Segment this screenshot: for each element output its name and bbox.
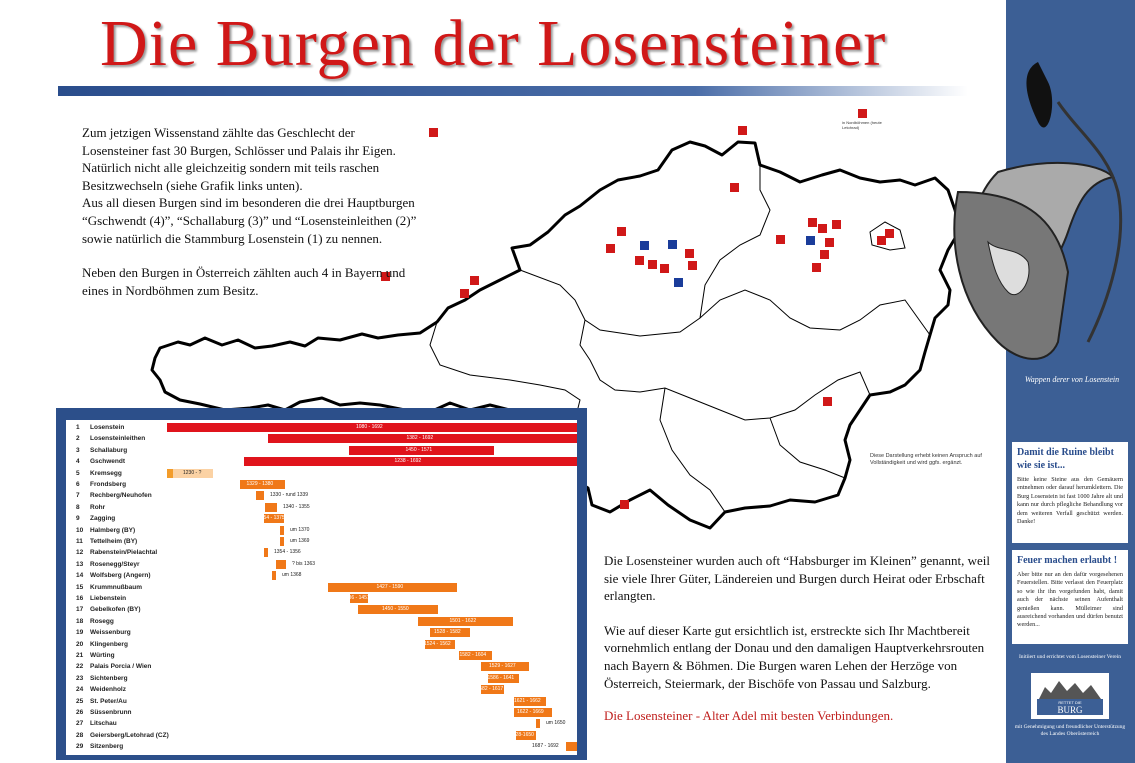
timeline-chart-area [66, 420, 577, 755]
castle-marker [617, 227, 626, 236]
timeline-bar-label: 1524 - 1562 [424, 640, 451, 647]
timeline-bar-label: 1450 - 1550 [382, 606, 409, 613]
timeline-row [66, 707, 577, 718]
timeline-row-number: 12 [76, 549, 84, 557]
timeline-row-number: 17 [76, 606, 84, 614]
crest-caption: Wappen derer von Losenstein [1024, 375, 1120, 384]
timeline-row-number: 22 [76, 663, 84, 671]
castle-marker [648, 260, 657, 269]
timeline-bar [536, 719, 540, 728]
timeline-bar-label: 1450 - 1571 [405, 446, 433, 453]
map-note-bohemia: in Nordböhmen (heute Letohrad) [842, 120, 882, 130]
timeline-row-name: Schallaburg [90, 446, 128, 454]
timeline-bar [566, 742, 577, 751]
castle-marker [620, 500, 629, 509]
body-paragraph-1: Die Losensteiner wurden auch oft “Habsburger im Kleinen” genannt, weil sie viele Ihrer Güter, Ländereien und Burgen durch Heirat oder Erbschaft erlangten. [604, 553, 991, 604]
timeline-row [66, 536, 577, 547]
timeline-row [66, 673, 577, 684]
infobox-fire [1012, 550, 1128, 644]
timeline-row-name: Rechberg/Neuhofen [90, 492, 152, 500]
timeline-row-name: Tettelheim (BY) [90, 538, 138, 545]
timeline-row-name: Geiersberg/Letohrad (CZ) [90, 731, 169, 739]
infobox-ruin-text: Bitte keine Steine aus den Gemäuern entnehmen oder darauf herumklettern. Die Burg Losenstein ist fast 1000 Jahre alt und kann nur durch pflegliche Behandlung vor dem weiteren Verfall geschützt werden. Danke! [1017, 476, 1123, 526]
timeline-row-number: 18 [76, 617, 84, 625]
timeline-row-name: Wolfsberg (Angern) [90, 572, 151, 580]
castle-marker [832, 220, 841, 229]
timeline-row-name: Würting [90, 652, 115, 659]
castle-marker [606, 244, 615, 253]
timeline-bar [256, 491, 264, 500]
timeline-row-name: Litschau [90, 720, 117, 728]
timeline-row-name: Sitzenberg [90, 743, 124, 751]
timeline-bar-label: 1436 - 1457 [343, 595, 370, 601]
timeline-row [66, 639, 577, 650]
timeline-row [66, 479, 577, 490]
timeline-row-name: Rosegg [90, 617, 114, 625]
logo-subtext: RETTET DIE [1058, 700, 1082, 705]
timeline-bar-label: um 1650 [546, 720, 566, 727]
timeline-bar-label: 1621 - 1662 [514, 697, 541, 704]
timeline-row-name: Halmberg (BY) [90, 526, 136, 534]
timeline-row-number: 19 [76, 629, 84, 637]
map-disclaimer: Diese Darstellung erhebt keinen Anspruch auf Vollständigkeit und wird ggfs. ergänzt. [870, 453, 982, 466]
timeline-row [66, 502, 577, 513]
main-castle-marker-4 [640, 241, 649, 250]
timeline-bar-label: um 1368 [282, 572, 302, 579]
timeline-bar-label: ? bis 1363 [292, 560, 316, 567]
timeline-row-name: Klingenberg [90, 640, 128, 648]
timeline-bar [264, 548, 268, 557]
timeline-row [66, 445, 577, 456]
timeline-bar-label: 1582 - 1604 [459, 652, 487, 658]
timeline-bar-label: 1340 - 1355 [283, 503, 310, 510]
timeline-bar-label: 1427 - 1590 [376, 583, 404, 590]
timeline-row-number: 5 [76, 469, 80, 477]
castle-marker [812, 263, 821, 272]
rettet-die-burg-logo [1031, 673, 1109, 719]
timeline-row [66, 559, 577, 570]
logo-text: BURG [1057, 705, 1083, 715]
castle-marker [730, 183, 739, 192]
timeline-row-name: Sichtenberg [90, 674, 128, 682]
castle-marker [808, 218, 817, 227]
timeline-bar [167, 469, 173, 478]
timeline-row-name: Rohr [90, 503, 106, 511]
castle-marker [685, 249, 694, 258]
timeline-row [66, 525, 577, 536]
infobox-fire-title: Feuer machen erlaubt ! [1017, 555, 1118, 566]
timeline-row-name: Losensteinleithen [90, 435, 146, 443]
timeline-bar-label: 1238 - 1692 [394, 458, 422, 465]
timeline-bar-label: 1382 - 1692 [406, 435, 434, 442]
timeline-row [66, 570, 577, 581]
timeline-row [66, 661, 577, 672]
timeline-bar [272, 571, 276, 580]
infobox-ruin-title: Damit die Ruine bleibt wie sie ist... [1017, 447, 1114, 471]
timeline-bar-label: 1687 - 1692 [532, 743, 559, 750]
timeline-row-number: 6 [76, 481, 80, 488]
body-paragraph-2: Wie auf dieser Karte gut ersichtlich ist, erstreckte sich Ihr Machtbereit vornehmlich entlang der Donau und den damaligen Hauptverkehrsrouten nach Bayern & Böhmen. Die Burgen waren Lehen der Herzöge von Österreich, Steiermark, der Bischöfe von Passau und Salzburg. [604, 622, 985, 691]
timeline-row-name: Gschwendt [90, 458, 126, 466]
castle-marker [460, 289, 469, 298]
timeline-bar-label: 1354 - 1356 [274, 549, 301, 556]
timeline-row-name: Losenstein [90, 424, 125, 431]
timeline-row-name: Gebelkofen (BY) [90, 606, 141, 614]
credit-land: mit Genehmigung und freundlicher Unterstützung des Landes Oberösterreich [1014, 724, 1126, 737]
main-castle-marker-3 [806, 236, 815, 245]
timeline-bar-label: 1330 - rund 1339 [270, 492, 309, 499]
timeline-row [66, 468, 577, 479]
castle-marker [885, 229, 894, 238]
body-slogan: Die Losensteiner - Alter Adel mit besten Verbindungen. [604, 708, 894, 724]
timeline-bar-label: 1329 - 1380 [246, 481, 274, 487]
timeline-bar-label: 1529 - 1627 [489, 663, 516, 670]
timeline-bar-label: 1528 - 1582 [434, 629, 461, 636]
timeline-row-number: 23 [76, 674, 84, 682]
title-underline [58, 86, 968, 96]
timeline-bar-label: 1080 - 1692 [356, 424, 383, 430]
timeline-row-name: Palais Porcia / Wien [90, 663, 152, 671]
timeline-row-number: 27 [76, 720, 84, 728]
timeline-row-number: 3 [76, 446, 80, 454]
castle-marker [470, 276, 479, 285]
timeline-row-name: Zagging [90, 515, 116, 523]
timeline-row-number: 24 [76, 686, 84, 694]
timeline-row-number: 15 [76, 583, 84, 591]
intro-paragraph-3: Neben den Burgen in Österreich zählten auch 4 in Bayern und eines in Nordböhmen zum Besitz. [82, 265, 406, 298]
castle-marker [823, 397, 832, 406]
timeline-row [66, 490, 577, 501]
castle-marker [858, 109, 867, 118]
castle-marker [738, 126, 747, 135]
castle-marker [776, 235, 785, 244]
castle-marker [820, 250, 829, 259]
timeline-bar-label: 1628-1650 [510, 731, 534, 738]
timeline-bar [276, 560, 286, 569]
timeline-row [66, 696, 577, 707]
timeline-row-number: 8 [76, 503, 80, 511]
castle-timeline [56, 408, 587, 760]
timeline-row [66, 547, 577, 558]
timeline-row-number: 1 [76, 424, 80, 431]
timeline-row-number: 10 [76, 526, 84, 534]
page-title: Die Burgen der Losensteiner [100, 7, 887, 80]
timeline-row-number: 26 [76, 709, 84, 716]
timeline-row-name: Weissenburg [90, 629, 131, 637]
timeline-row-number: 14 [76, 572, 84, 580]
timeline-row [66, 513, 577, 524]
castle-marker [688, 261, 697, 270]
timeline-bar-label: um 1370 [290, 526, 310, 533]
timeline-row-number: 21 [76, 652, 84, 659]
timeline-bar-label: 1501 - 1622 [449, 617, 477, 624]
castle-marker [825, 238, 834, 247]
castle-marker [429, 128, 438, 137]
timeline-bar [280, 537, 284, 546]
timeline-row-number: 2 [76, 435, 80, 443]
timeline-row-name: Frondsberg [90, 481, 127, 488]
timeline-row-number: 20 [76, 640, 84, 648]
intro-paragraph-1: Zum jetzigen Wissenstand zählte das Geschlecht der Losensteiner fast 30 Burgen, Schlösser und Palais ihr Eigen. Natürlich nicht alle gleichzeitig sondern mit teils raschen Besitzwechseln (siehe Grafik links unten). [82, 125, 396, 193]
timeline-row-name: Weidenholz [90, 686, 126, 694]
timeline-bar [265, 503, 277, 512]
timeline-row [66, 582, 577, 593]
main-castle-marker-2 [668, 240, 677, 249]
intro-text [82, 124, 422, 316]
timeline-row [66, 741, 577, 752]
timeline-bar-label: 1586 - 1641 [487, 674, 515, 681]
timeline-row-name: Rabenstein/Pielachtal [90, 549, 158, 557]
timeline-row [66, 684, 577, 695]
timeline-row [66, 593, 577, 604]
timeline-row [66, 422, 577, 433]
timeline-row-name: Rosenegg/Steyr [90, 560, 140, 568]
timeline-row [66, 604, 577, 615]
timeline-row-number: 11 [76, 538, 83, 545]
timeline-row [66, 456, 577, 467]
timeline-row-number: 13 [76, 560, 84, 568]
timeline-row [66, 650, 577, 661]
castle-marker [635, 256, 644, 265]
timeline-bar [280, 526, 284, 535]
credit-initiator: Initiiert und errichtet vom Losensteiner Verein [1018, 654, 1122, 660]
timeline-row [66, 730, 577, 741]
body-text [604, 552, 996, 742]
infobox-ruin [1012, 442, 1128, 543]
timeline-row-number: 7 [76, 492, 80, 500]
timeline-row-number: 25 [76, 697, 84, 705]
timeline-row-number: 16 [76, 595, 84, 602]
timeline-bar-label: 1230 - ? [183, 469, 202, 476]
timeline-row [66, 433, 577, 444]
timeline-row-number: 9 [76, 515, 80, 523]
main-castle-marker-1 [674, 278, 683, 287]
timeline-bar-label: 1622 - 1669 [517, 709, 544, 715]
timeline-bar-label: 1582 - 1617 [476, 686, 504, 693]
timeline-row [66, 718, 577, 729]
castle-marker [818, 224, 827, 233]
castle-marker [660, 264, 669, 273]
timeline-row-name: Süssenbrunn [90, 709, 132, 716]
timeline-row-name: St. Peter/Au [90, 697, 127, 705]
timeline-row-number: 4 [76, 458, 80, 466]
timeline-row [66, 627, 577, 638]
timeline-row-number: 28 [76, 731, 84, 739]
timeline-bar-label: 1354 - 1375 [258, 515, 285, 522]
timeline-row-name: Liebenstein [90, 595, 127, 602]
intro-paragraph-2: Aus all diesen Burgen sind im besonderen die drei Hauptburgen “Gschwendt (4)”, “Schallaburg (3)” und “Losensteinleithen (2)” sowie natürlich die Stammburg Losenstein (1) zu nennen. [82, 195, 417, 246]
timeline-row-number: 29 [76, 743, 84, 751]
timeline-row [66, 616, 577, 627]
timeline-bar-label: um 1369 [290, 538, 310, 544]
timeline-row-name: Krummnußbaum [90, 583, 142, 591]
coat-of-arms-image [938, 42, 1134, 372]
infobox-fire-text: Aber bitte nur an den dafür vorgesehenen Feuerstellen. Bitte verlasst den Feuerplatz so wie ihr ihn vorgefunden habt, damit auch der nächste seinen Aufenthalt genießen kann. Mülleimer sind ausreichend vorhanden und dürfen benutzt werden... [1017, 571, 1123, 629]
timeline-row-name: Kremsegg [90, 469, 122, 477]
